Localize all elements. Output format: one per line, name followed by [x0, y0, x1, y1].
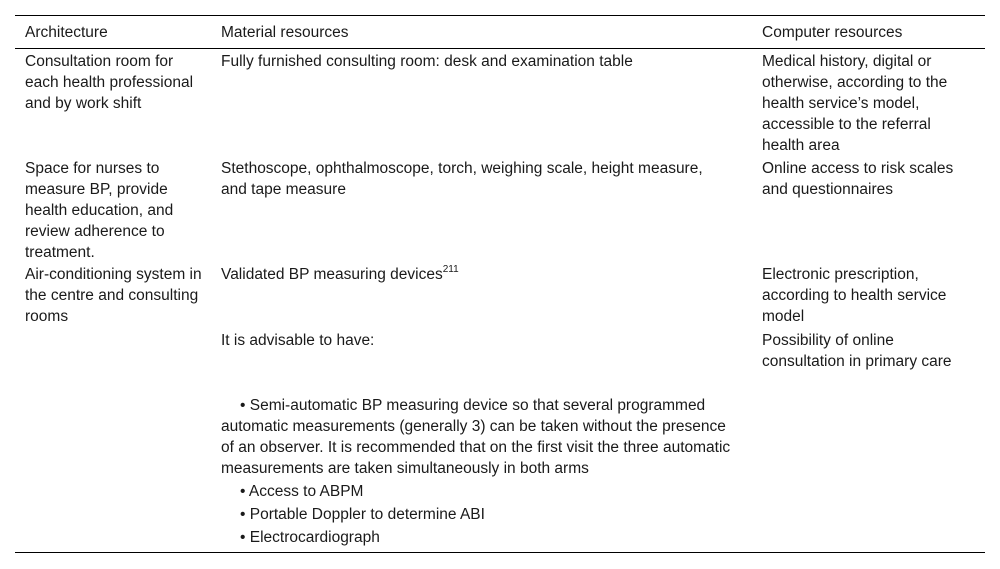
row2-computer: Online access to risk scales and questionnaires: [762, 160, 954, 198]
row2-architecture: Space for nurses to measure BP, provide health education, and review adherence to treatment.: [25, 160, 174, 261]
list-item: • Portable Doppler to determine ABI: [240, 506, 485, 523]
row3-computer: Electronic prescription, according to health service model: [762, 266, 947, 325]
row3-material: [221, 264, 731, 285]
header-computer-resources: Computer resources: [762, 24, 903, 41]
row4-computer: Possibility of online consultation in primary care: [762, 332, 952, 370]
citation-superscript: 211: [442, 263, 459, 275]
row4-material: It is advisable to have:: [221, 332, 375, 349]
advisable-list: [221, 395, 731, 550]
list-item: • Semi-automatic BP measuring device so that several programmed automatic measurements (generally 3) can be taken without the presence of an observer. It is recommended that on the first visit the three automatic measurements are taken simultaneously in both arms: [221, 397, 731, 477]
header-architecture: Architecture: [25, 24, 108, 41]
row1-material: Fully furnished consulting room: desk and examination table: [221, 53, 633, 70]
row3-material-text: Validated BP measuring devices: [221, 266, 443, 283]
resources-table: [15, 15, 985, 553]
row1-architecture: Consultation room for each health professional and by work shift: [25, 53, 194, 112]
table-header: [15, 16, 985, 49]
row3-architecture: Air-conditioning system in the centre and consulting rooms: [25, 266, 202, 325]
list-item: • Access to ABPM: [240, 483, 364, 500]
row1-computer: Medical history, digital or otherwise, according to the health service’s model, accessible to the referral health area: [762, 53, 948, 154]
list-item: • Electrocardiograph: [240, 529, 380, 546]
header-material-resources: Material resources: [221, 24, 349, 41]
row2-material: Stethoscope, ophthalmoscope, torch, weighing scale, height measure, and tape measure: [221, 160, 703, 198]
